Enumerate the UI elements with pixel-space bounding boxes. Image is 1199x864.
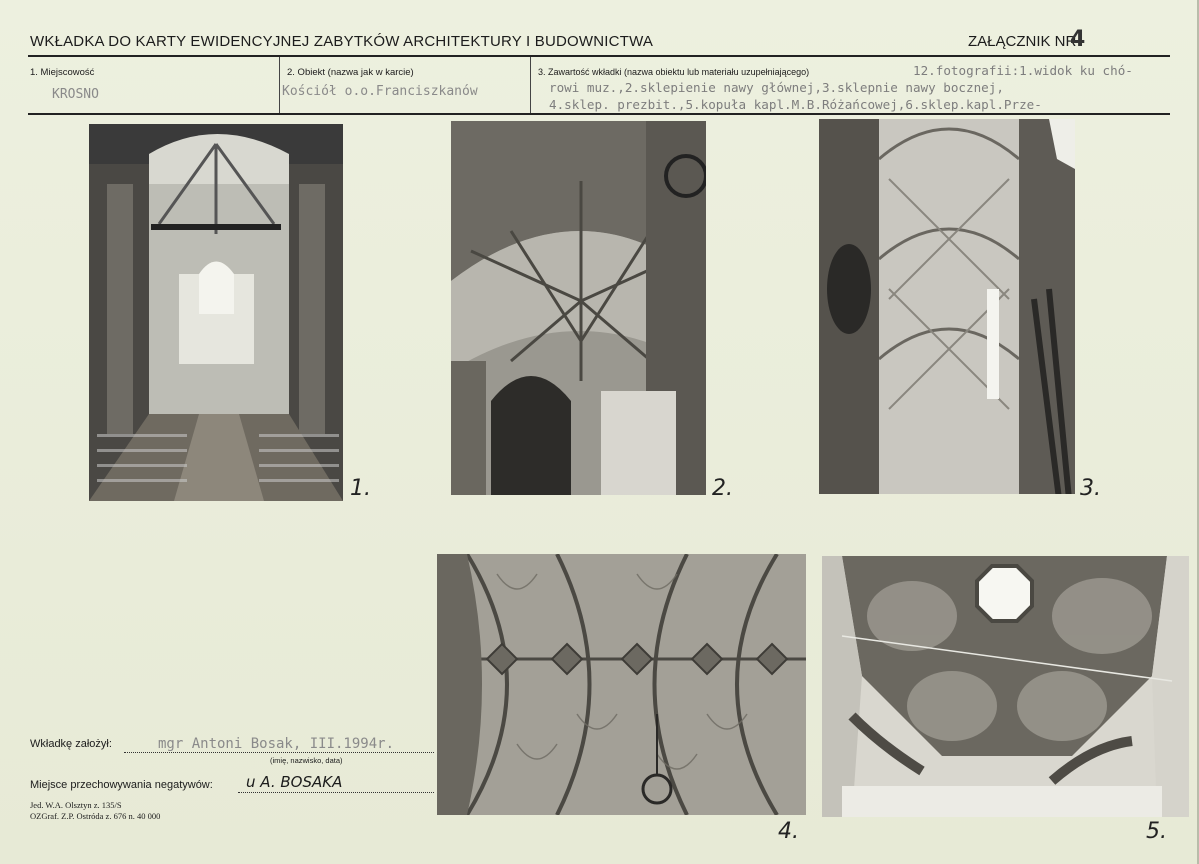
prepared-dotline <box>124 752 434 753</box>
photo-3-aisle-vault <box>819 119 1075 494</box>
annex-number: 4 <box>1070 27 1086 52</box>
photo-1-number: 1. <box>350 476 371 501</box>
form-title: WKŁADKA DO KARTY EWIDENCYJNEJ ZABYTKÓW ARCHITEKTURY I BUDOWNICTWA <box>30 33 654 50</box>
prepared-label: Wkładkę założył: <box>30 738 112 750</box>
photo-2-number: 2. <box>712 476 733 501</box>
contents-label: 3. Zawartość wkładki (nazwa obiektu lub materiału uzupełniającego) <box>538 67 810 77</box>
locality-label: 1. Miejscowość <box>30 67 95 78</box>
object-value: Kościół o.o.Franciszkanów <box>282 84 478 99</box>
object-label: 2. Obiekt (nazwa jak w karcie) <box>287 67 414 78</box>
photo-5-number: 5. <box>1146 819 1167 844</box>
prepared-value: mgr Antoni Bosak, III.1994r. <box>158 736 395 752</box>
contents-line-2: rowi muz.,2.sklepienie nawy głównej,3.sklepnie nawy bocznej, <box>549 80 1004 95</box>
photo-2-nave-vault <box>451 121 706 495</box>
locality-value: KROSNO <box>52 87 99 102</box>
negatives-dotline <box>238 792 434 793</box>
contents-line-3: 4.sklep. prezbit.,5.kopuła kapl.M.B.Różańcowej,6.sklep.kapl.Prze- <box>549 97 1042 112</box>
field-divider-1 <box>279 57 280 113</box>
negatives-value: u A. BOSAKA <box>246 773 343 791</box>
header-rule-top <box>28 55 1170 57</box>
photo-4-number: 4. <box>778 819 799 844</box>
annex-label: ZAŁĄCZNIK NR <box>968 33 1077 50</box>
prepared-hint: (imię, nazwisko, data) <box>270 756 343 765</box>
photo-3-number: 3. <box>1080 476 1101 501</box>
header-rule-bottom <box>28 113 1170 115</box>
negatives-label: Miejsce przechowywania negatywów: <box>30 779 213 791</box>
photo-1-nave <box>89 124 343 501</box>
photo-5-chapel-dome <box>822 556 1189 817</box>
print-note-2: OZGraf. Z.P. Ostróda z. 676 n. 40 000 <box>30 811 161 821</box>
field-divider-2 <box>530 57 531 113</box>
contents-line-1: 12.fotografii:1.widok ku chó- <box>913 63 1133 78</box>
print-note-1: Jed. W.A. Olsztyn z. 135/S <box>30 800 122 810</box>
photo-4-presbytery-vault <box>437 554 806 815</box>
